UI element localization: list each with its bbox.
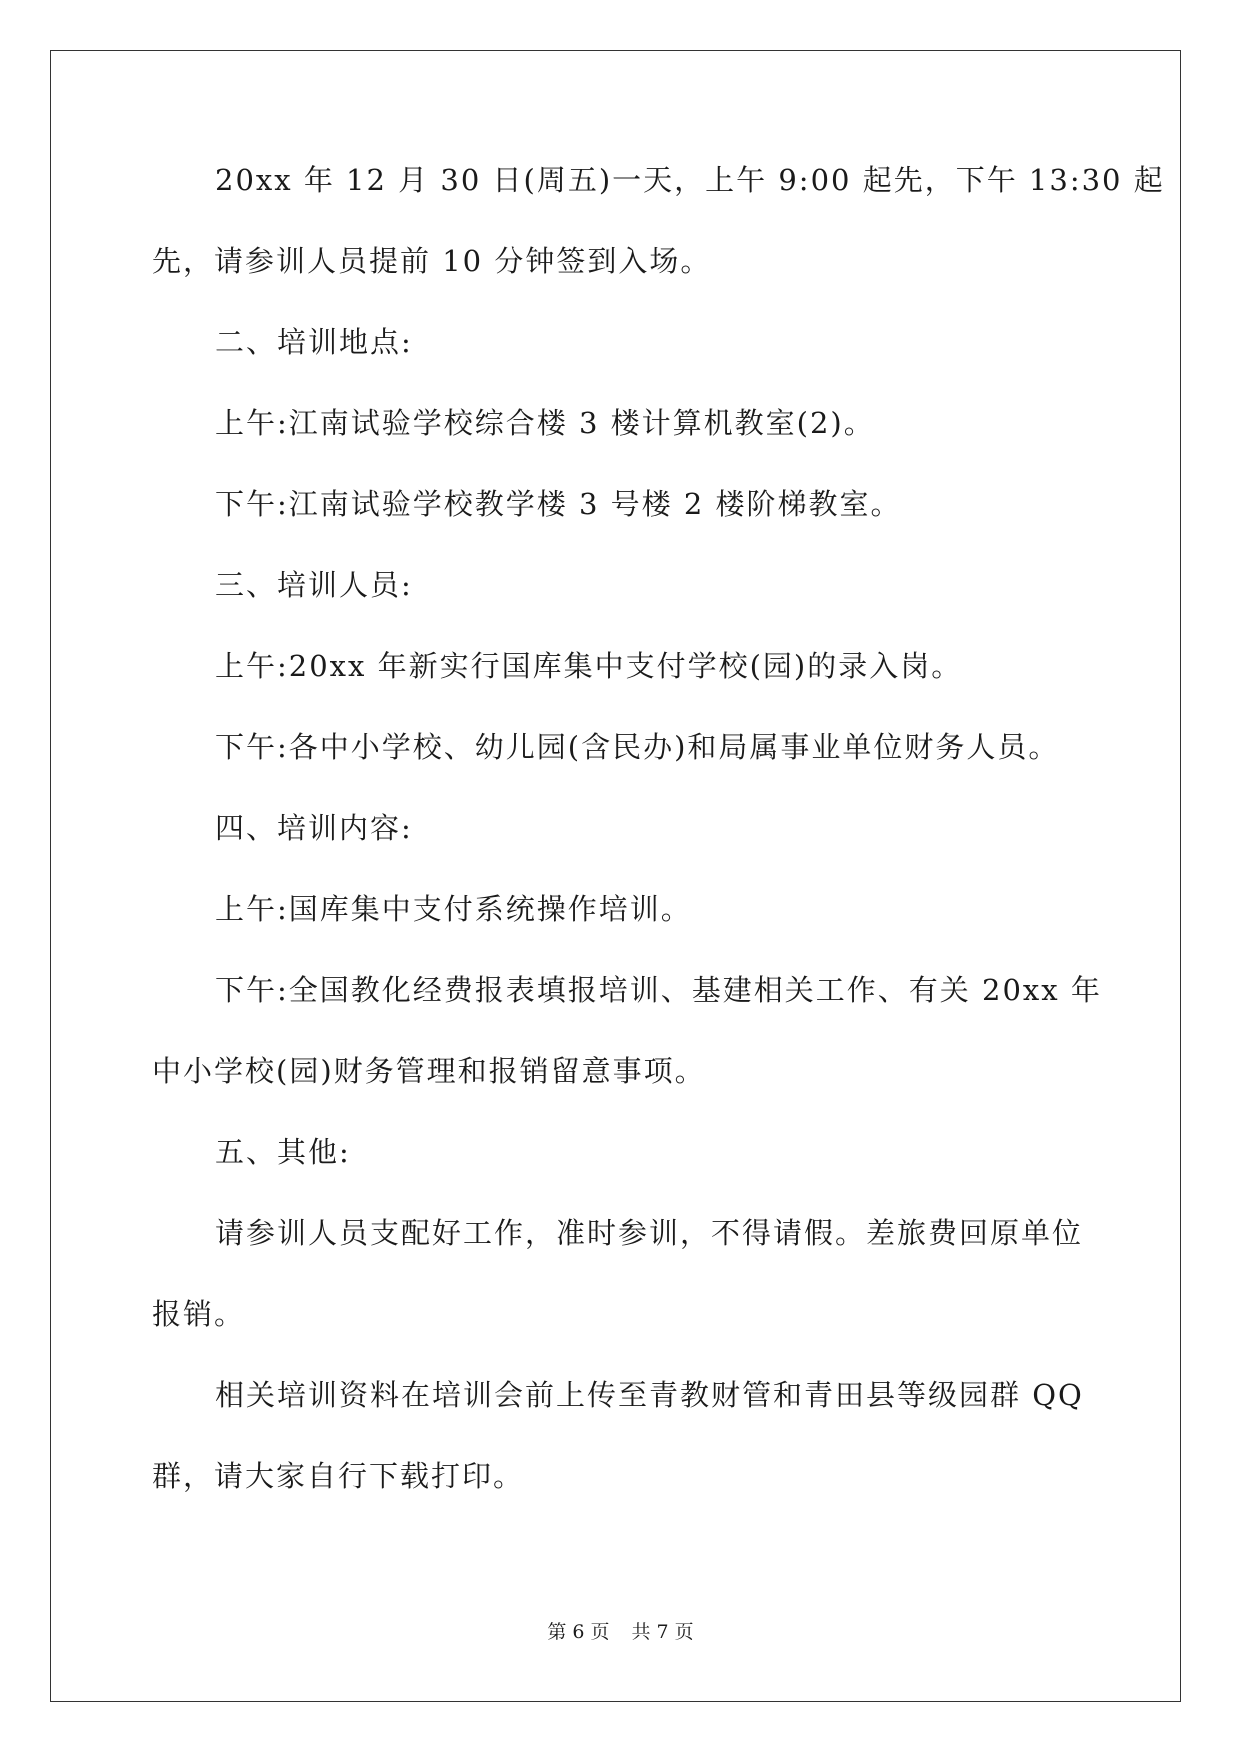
paragraph-materials-notice [152, 1375, 1084, 1496]
paragraph-line: 先，请参训人员提前 10 分钟签到入场。 [152, 244, 712, 278]
document-body [152, 160, 1165, 1496]
paragraph-morning-content: 上午:国库集中支付系统操作培训。 [215, 892, 692, 926]
page-footer [0, 1620, 1241, 1644]
section-heading-participants: 三、培训人员: [215, 568, 413, 602]
page-total: 共 7 页 [631, 1621, 694, 1643]
paragraph-line: 中小学校(园)财务管理和报销留意事项。 [152, 1054, 706, 1088]
paragraph-afternoon-content [152, 970, 1102, 1091]
paragraph-morning-location: 上午:江南试验学校综合楼 3 楼计算机教室(2)。 [215, 406, 875, 440]
paragraph-line: 20xx 年 12 月 30 日(周五)一天，上午 9:00 起先，下午 13:30 起 [215, 163, 1165, 197]
section-heading-content: 四、培训内容: [215, 811, 413, 845]
paragraph-line: 报销。 [152, 1297, 246, 1331]
paragraph-line: 下午:全国教化经费报表填报培训、基建相关工作、有关 20xx 年 [215, 973, 1102, 1007]
paragraph-morning-participants: 上午:20xx 年新实行国库集中支付学校(园)的录入岗。 [215, 649, 963, 683]
paragraph-line: 相关培训资料在培训会前上传至青教财管和青田县等级园群 QQ [215, 1378, 1084, 1412]
paragraph-afternoon-participants: 下午:各中小学校、幼儿园(含民办)和局属事业单位财务人员。 [215, 730, 1060, 764]
paragraph-line: 群，请大家自行下载打印。 [152, 1459, 525, 1493]
paragraph-schedule [152, 160, 1165, 281]
paragraph-line: 请参训人员支配好工作，准时参训，不得请假。差旅费回原单位 [215, 1216, 1084, 1250]
section-heading-location: 二、培训地点: [215, 325, 413, 359]
page-number: 第 6 页 [547, 1621, 610, 1643]
paragraph-afternoon-location: 下午:江南试验学校教学楼 3 号楼 2 楼阶梯教室。 [215, 487, 902, 521]
section-heading-other: 五、其他: [215, 1135, 351, 1169]
paragraph-attendance-notice [152, 1213, 1084, 1334]
